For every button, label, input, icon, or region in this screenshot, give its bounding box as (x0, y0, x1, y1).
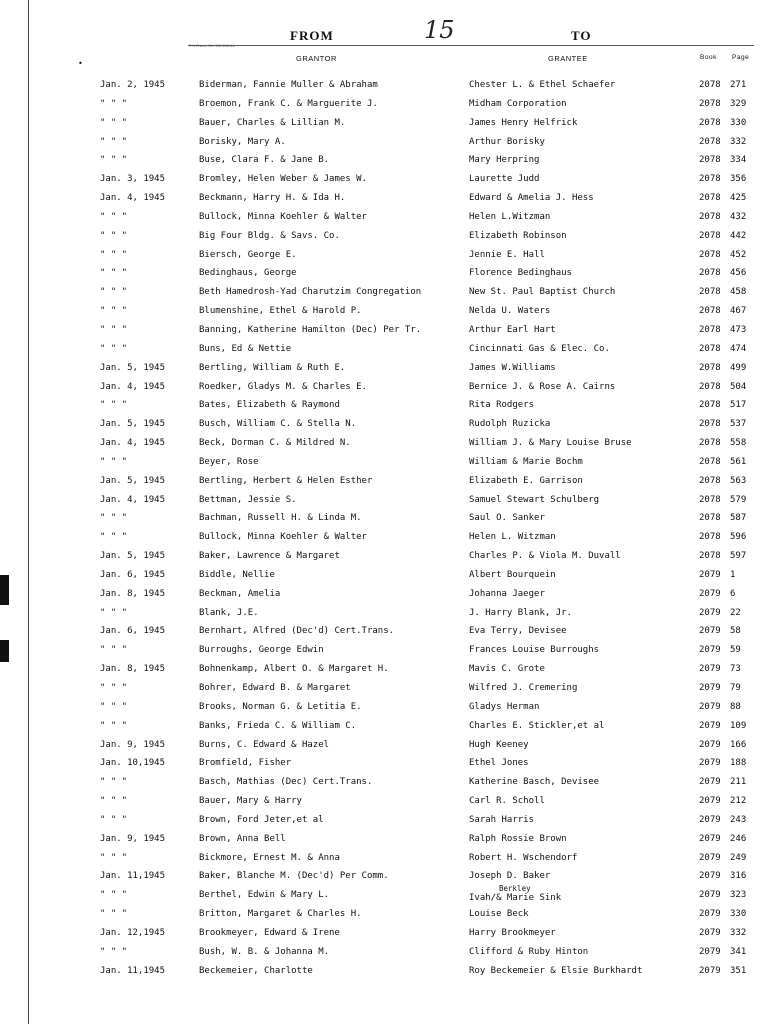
grantor-cell: Bickmore, Ernest M. & Anna (199, 852, 340, 863)
grantee-name: Ivah/& Marie Sink (469, 893, 562, 904)
date-cell: " " " (100, 136, 128, 147)
book-cell: 2078 (699, 193, 721, 204)
date-cell: Jan. 8, 1945 (100, 588, 166, 599)
date-cell: Jan. 3, 1945 (100, 174, 166, 185)
book-cell: 2078 (699, 287, 721, 298)
table-row (0, 344, 770, 363)
grantor-cell: Baker, Lawrence & Margaret (199, 551, 340, 562)
grantor-cell: Baker, Blanche M. (Dec'd) Per Comm. (199, 871, 389, 882)
grantee-cell: Robert H. Wschendorf (469, 852, 578, 863)
grantor-cell: Beyer, Rose (199, 456, 259, 467)
date-cell: " " " (100, 324, 128, 335)
grantor-cell: Beckemeier, Charlotte (199, 965, 313, 976)
grantor-cell: Burroughs, George Edwin (199, 645, 324, 656)
date-cell: " " " (100, 852, 128, 863)
page-cell: 474 (730, 343, 747, 354)
page-cell: 499 (730, 362, 747, 373)
grantor-cell: Brown, Ford Jeter,et al (199, 814, 324, 825)
book-cell: 2079 (699, 664, 721, 675)
grantee-cell: Helen L.Witzman (469, 211, 551, 222)
book-cell: 2078 (699, 98, 721, 109)
date-cell: " " " (100, 456, 128, 467)
grantee-cell: Arthur Earl Hart (469, 324, 556, 335)
deed-rows (0, 80, 770, 985)
date-cell: " " " (100, 909, 128, 920)
grantee-cell: Katherine Basch, Devisee (469, 777, 600, 788)
table-row (0, 382, 770, 401)
date-cell: Jan. 5, 1945 (100, 551, 166, 562)
grantee-note: Berkley (499, 884, 531, 894)
date-cell: Jan. 4, 1945 (100, 381, 166, 392)
table-row (0, 834, 770, 853)
handwritten-page-number: 15 (424, 16, 455, 44)
date-cell: " " " (100, 155, 128, 166)
grantor-cell: Burns, C. Edward & Hazel (199, 739, 330, 750)
page-cell: 6 (730, 588, 736, 599)
table-row (0, 193, 770, 212)
page-cell: 537 (730, 419, 747, 430)
table-row (0, 928, 770, 947)
grantee-cell: Mavis C. Grote (469, 664, 545, 675)
table-row (0, 909, 770, 928)
grantor-cell: Banning, Katherine Hamilton (Dec) Per Tr. (199, 324, 422, 335)
date-cell: Jan. 5, 1945 (100, 475, 166, 486)
book-cell: 2079 (699, 909, 721, 920)
book-cell: 2079 (699, 683, 721, 693)
grantor-cell: Bertling, William & Ruth E. (199, 362, 346, 373)
book-cell: 2079 (699, 626, 721, 637)
page-cell: 596 (730, 532, 747, 543)
grantee-cell: Helen L. Witzman (469, 532, 556, 543)
grantee-cell: William J. & Mary Louise Bruse (469, 438, 632, 449)
book-column-header: Book (700, 54, 717, 61)
book-cell: 2078 (699, 419, 721, 430)
grantor-cell: Roedker, Gladys M. & Charles E. (199, 381, 367, 392)
date-cell: " " " (100, 946, 128, 957)
grantor-cell: Basch, Mathias (Dec) Cert.Trans. (199, 777, 373, 788)
book-cell: 2079 (699, 739, 721, 750)
table-row (0, 513, 770, 532)
date-cell: " " " (100, 230, 128, 241)
date-cell: " " " (100, 683, 128, 693)
grantor-cell: Beck, Dorman C. & Mildred N. (199, 438, 351, 449)
grantee-cell: Hugh Keeney (469, 739, 529, 750)
grantor-cell: Brookmeyer, Edward & Irene (199, 927, 340, 938)
book-cell: 2079 (699, 645, 721, 656)
grantee-cell: Clifford & Ruby Hinton (469, 946, 589, 957)
book-cell: 2078 (699, 362, 721, 373)
table-row (0, 683, 770, 702)
table-row (0, 212, 770, 231)
table-row (0, 325, 770, 344)
book-cell: 2078 (699, 155, 721, 166)
table-row (0, 287, 770, 306)
grantee-cell: Jennie E. Hall (469, 249, 545, 260)
page-cell: 579 (730, 494, 747, 505)
page-cell: 316 (730, 871, 747, 882)
page-cell: 166 (730, 739, 747, 750)
date-cell: " " " (100, 796, 128, 807)
page-cell: 456 (730, 268, 747, 279)
from-heading: FROM (290, 28, 334, 43)
page-cell: 558 (730, 438, 747, 449)
book-cell: 2078 (699, 438, 721, 449)
book-cell: 2078 (699, 551, 721, 562)
date-cell: Jan. 12,1945 (100, 927, 166, 938)
date-cell: Jan. 10,1945 (100, 758, 166, 769)
grantee-cell: Ethel Jones (469, 758, 529, 769)
page-cell: 1 (730, 569, 736, 580)
grantee-cell: Elizabeth E. Garrison (469, 475, 583, 486)
table-row (0, 532, 770, 551)
date-cell: " " " (100, 645, 128, 656)
page-column-header: Page (732, 54, 750, 61)
table-row (0, 495, 770, 514)
page-cell: 332 (730, 136, 747, 147)
page-cell: 334 (730, 155, 747, 166)
grantor-cell: Big Four Bldg. & Savs. Co. (199, 230, 340, 241)
date-cell: Jan. 8, 1945 (100, 664, 166, 675)
table-row (0, 702, 770, 721)
table-row (0, 589, 770, 608)
to-heading: TO (571, 28, 592, 43)
table-row (0, 777, 770, 796)
grantee-cell: Midham Corporation (469, 98, 567, 109)
page-cell: 332 (730, 927, 747, 938)
book-cell: 2079 (699, 871, 721, 882)
page-cell: 323 (730, 890, 747, 901)
grantee-cell: Albert Bourquein (469, 569, 556, 580)
page-cell: 211 (730, 777, 747, 788)
table-row (0, 438, 770, 457)
grantor-cell: Bullock, Minna Koehler & Walter (199, 211, 367, 222)
table-row (0, 174, 770, 193)
grantor-cell: Britton, Margaret & Charles H. (199, 909, 362, 920)
grantee-column-header: GRANTEE (548, 54, 588, 63)
grantor-cell: Berthel, Edwin & Mary L. (199, 890, 330, 901)
book-cell: 2078 (699, 117, 721, 128)
grantee-cell: Charles E. Stickler,et al (469, 720, 605, 731)
date-cell: " " " (100, 211, 128, 222)
book-cell: 2078 (699, 136, 721, 147)
date-cell: " " " (100, 249, 128, 260)
book-cell: 2079 (699, 777, 721, 788)
book-cell: 2078 (699, 456, 721, 467)
grantor-cell: Bohnenkamp, Albert O. & Margaret H. (199, 664, 389, 675)
grantee-cell: Joseph D. Baker (469, 871, 551, 882)
page-cell: 249 (730, 852, 747, 863)
grantee-cell: Rudolph Ruzicka (469, 419, 551, 430)
book-cell: 2078 (699, 249, 721, 260)
grantee-cell: Florence Bedinghaus (469, 268, 572, 279)
page-cell: 330 (730, 909, 747, 920)
book-cell: 2078 (699, 532, 721, 543)
grantor-cell: Bush, W. B. & Johanna M. (199, 946, 330, 957)
grantee-cell: Harry Brookmeyer (469, 927, 556, 938)
grantee-cell: Elizabeth Robinson (469, 230, 567, 241)
date-cell: Jan. 4, 1945 (100, 494, 166, 505)
grantee-cell: James Henry Helfrick (469, 117, 578, 128)
book-cell: 2078 (699, 230, 721, 241)
book-cell: 2078 (699, 343, 721, 354)
book-cell: 2078 (699, 475, 721, 486)
page-cell: 329 (730, 98, 747, 109)
page-cell: 22 (730, 607, 741, 618)
grantee-cell: Saul O. Sanker (469, 513, 545, 524)
page-cell: 59 (730, 645, 741, 656)
book-cell: 2078 (699, 268, 721, 279)
table-row (0, 137, 770, 156)
page-cell: 561 (730, 456, 747, 467)
date-cell: " " " (100, 268, 128, 279)
grantee-cell: Edward & Amelia J. Hess (469, 193, 594, 204)
page-cell: 73 (730, 664, 741, 675)
page-cell: 563 (730, 475, 747, 486)
date-cell: Jan. 6, 1945 (100, 626, 166, 637)
date-cell: Jan. 5, 1945 (100, 362, 166, 373)
page-cell: 341 (730, 946, 747, 957)
grantee-cell: Rita Rodgers (469, 400, 535, 411)
grantor-cell: Bertling, Herbert & Helen Esther (199, 475, 373, 486)
book-cell: 2079 (699, 588, 721, 599)
table-row (0, 476, 770, 495)
table-row (0, 268, 770, 287)
book-cell: 2079 (699, 852, 721, 863)
date-cell: " " " (100, 777, 128, 788)
grantor-cell: Broemon, Frank C. & Marguerite J. (199, 98, 378, 109)
grantee-cell: William & Marie Bochm (469, 456, 583, 467)
grantor-cell: Beckmann, Harry H. & Ida H. (199, 193, 346, 204)
grantee-cell: Bernice J. & Rose A. Cairns (469, 381, 616, 392)
grantor-cell: Beckman, Amelia (199, 588, 281, 599)
grantor-cell: Bromley, Helen Weber & James W. (199, 174, 367, 185)
table-row (0, 947, 770, 966)
page-cell: 432 (730, 211, 747, 222)
table-row (0, 626, 770, 645)
page-cell: 79 (730, 683, 741, 693)
date-cell: " " " (100, 306, 128, 317)
date-cell: " " " (100, 98, 128, 109)
grantee-cell: Cincinnati Gas & Elec. Co. (469, 343, 610, 354)
date-cell: " " " (100, 117, 128, 128)
grantor-cell: Bullock, Minna Koehler & Walter (199, 532, 367, 543)
book-cell: 2078 (699, 513, 721, 524)
date-cell: " " " (100, 607, 128, 618)
table-row (0, 796, 770, 815)
date-cell: Jan. 9, 1945 (100, 739, 166, 750)
grantee-cell: Chester L. & Ethel Schaefer (469, 80, 616, 90)
table-row (0, 363, 770, 382)
page-cell: 587 (730, 513, 747, 524)
page-cell: 271 (730, 80, 747, 90)
date-cell: Jan. 4, 1945 (100, 438, 166, 449)
grantor-cell: Beth Hamedrosh-Yad Charutzim Congregation (199, 287, 422, 298)
date-cell: Jan. 11,1945 (100, 871, 166, 882)
book-cell: 2078 (699, 174, 721, 185)
page-cell: 458 (730, 287, 747, 298)
date-cell: " " " (100, 701, 128, 712)
page-cell: 597 (730, 551, 747, 562)
table-row (0, 853, 770, 872)
page-cell: 88 (730, 701, 741, 712)
grantee-cell: Frances Louise Burroughs (469, 645, 600, 656)
grantor-cell: Biderman, Fannie Muller & Abraham (199, 80, 378, 90)
page-cell: 356 (730, 174, 747, 185)
page-cell: 58 (730, 626, 741, 637)
table-row (0, 884, 770, 909)
grantor-cell: Biddle, Nellie (199, 569, 275, 580)
header-rule (188, 45, 754, 46)
grantor-cell: Bernhart, Alfred (Dec'd) Cert.Trans. (199, 626, 395, 637)
book-cell: 2078 (699, 306, 721, 317)
date-cell: Jan. 9, 1945 (100, 833, 166, 844)
table-row (0, 871, 770, 890)
page-cell: 467 (730, 306, 747, 317)
date-cell: " " " (100, 890, 128, 901)
page-cell: 330 (730, 117, 747, 128)
book-cell: 2078 (699, 494, 721, 505)
page-cell: 425 (730, 193, 747, 204)
date-cell: Jan. 6, 1945 (100, 569, 166, 580)
table-row (0, 457, 770, 476)
grantee-cell: Roy Beckemeier & Elsie Burkhardt (469, 965, 643, 976)
grantor-cell: Blank, J.E. (199, 607, 259, 618)
grantor-cell: Bauer, Mary & Harry (199, 796, 302, 807)
page-cell: 188 (730, 758, 747, 769)
grantor-cell: Bates, Elizabeth & Raymond (199, 400, 340, 411)
date-cell: Jan. 2, 1945 (100, 80, 166, 90)
table-row (0, 721, 770, 740)
table-row (0, 815, 770, 834)
grantee-cell: Gladys Herman (469, 701, 540, 712)
page-cell: 517 (730, 400, 747, 411)
book-cell: 2079 (699, 946, 721, 957)
table-row (0, 608, 770, 627)
book-cell: 2078 (699, 324, 721, 335)
book-cell: 2079 (699, 569, 721, 580)
grantor-cell: Bromfield, Fisher (199, 758, 292, 769)
grantor-cell: Bohrer, Edward B. & Margaret (199, 683, 351, 693)
date-cell: " " " (100, 532, 128, 543)
table-row (0, 645, 770, 664)
table-row (0, 306, 770, 325)
grantee-cell: New St. Paul Baptist Church (469, 287, 616, 298)
table-row (0, 118, 770, 137)
book-cell: 2078 (699, 400, 721, 411)
book-cell: 2079 (699, 796, 721, 807)
page-cell: 212 (730, 796, 747, 807)
table-row (0, 740, 770, 759)
date-cell: Jan. 5, 1945 (100, 419, 166, 430)
date-cell: " " " (100, 287, 128, 298)
page-cell: 243 (730, 814, 747, 825)
date-cell: " " " (100, 513, 128, 524)
page-cell: 473 (730, 324, 747, 335)
grantee-cell: Carl R. Scholl (469, 796, 545, 807)
date-cell: " " " (100, 400, 128, 411)
grantor-cell: Brooks, Norman G. & Letitia E. (199, 701, 362, 712)
date-cell: " " " (100, 814, 128, 825)
table-row (0, 419, 770, 438)
table-row (0, 99, 770, 118)
page-cell: 246 (730, 833, 747, 844)
grantee-cell: Arthur Borisky (469, 136, 545, 147)
page-cell: 109 (730, 720, 747, 731)
grantor-column-header: GRANTOR (296, 54, 337, 63)
book-cell: 2079 (699, 890, 721, 901)
grantee-cell: Eva Terry, Devisee (469, 626, 567, 637)
table-row (0, 80, 770, 99)
grantor-cell: Borisky, Mary A. (199, 136, 286, 147)
book-cell: 2079 (699, 833, 721, 844)
grantor-cell: Buns, Ed & Nettie (199, 343, 292, 354)
grantor-cell: Bedinghaus, George (199, 268, 297, 279)
date-cell: Jan. 11,1945 (100, 965, 166, 976)
book-cell: 2079 (699, 927, 721, 938)
table-row (0, 758, 770, 777)
book-cell: 2078 (699, 80, 721, 90)
page-cell: 504 (730, 381, 747, 392)
table-row (0, 400, 770, 419)
grantor-cell: Brown, Anna Bell (199, 833, 286, 844)
grantor-cell: Bauer, Charles & Lillian M. (199, 117, 346, 128)
grantee-cell: J. Harry Blank, Jr. (469, 607, 572, 618)
grantor-cell: Bachman, Russell H. & Linda M. (199, 513, 362, 524)
date-cell: " " " (100, 343, 128, 354)
grantee-cell: Sarah Harris (469, 814, 535, 825)
grantor-cell: Bettman, Jessie S. (199, 494, 297, 505)
table-row (0, 966, 770, 985)
table-row (0, 231, 770, 250)
table-row (0, 155, 770, 174)
book-cell: 2079 (699, 607, 721, 618)
book-cell: 2079 (699, 701, 721, 712)
book-cell: 2078 (699, 211, 721, 222)
table-row (0, 570, 770, 589)
grantee-cell: Johanna Jaeger (469, 588, 545, 599)
book-cell: 2079 (699, 965, 721, 976)
date-cell: Jan. 4, 1945 (100, 193, 166, 204)
book-cell: 2079 (699, 720, 721, 731)
grantee-cell: Wilfred J. Cremering (469, 683, 578, 693)
page-cell: 442 (730, 230, 747, 241)
grantee-cell: James W.Williams (469, 362, 556, 373)
grantor-cell: Blumenshine, Ethel & Harold P. (199, 306, 362, 317)
table-row (0, 664, 770, 683)
grantor-cell: Buse, Clara F. & Jane B. (199, 155, 330, 166)
table-row (0, 250, 770, 269)
grantee-cell: Louise Beck (469, 909, 529, 920)
book-cell: 2078 (699, 381, 721, 392)
grantor-cell: Biersch, George E. (199, 249, 297, 260)
grantee-cell: Samuel Stewart Schulberg (469, 494, 600, 505)
grantee-cell: Nelda U. Waters (469, 306, 551, 317)
book-cell: 2079 (699, 758, 721, 769)
page-cell: 351 (730, 965, 747, 976)
page-cell: 452 (730, 249, 747, 260)
date-cell: " " " (100, 720, 128, 731)
grantee-cell: Laurette Judd (469, 174, 540, 185)
table-row (0, 551, 770, 570)
grantee-cell: Charles P. & Viola M. Duvall (469, 551, 621, 562)
grantor-cell: Banks, Frieda C. & William C. (199, 720, 357, 731)
book-cell: 2079 (699, 814, 721, 825)
grantee-cell: Mary Herpring (469, 155, 540, 166)
grantor-cell: Busch, William C. & Stella N. (199, 419, 357, 430)
header-dot: • (78, 59, 83, 68)
grantee-cell: Ralph Rossie Brown (469, 833, 567, 844)
